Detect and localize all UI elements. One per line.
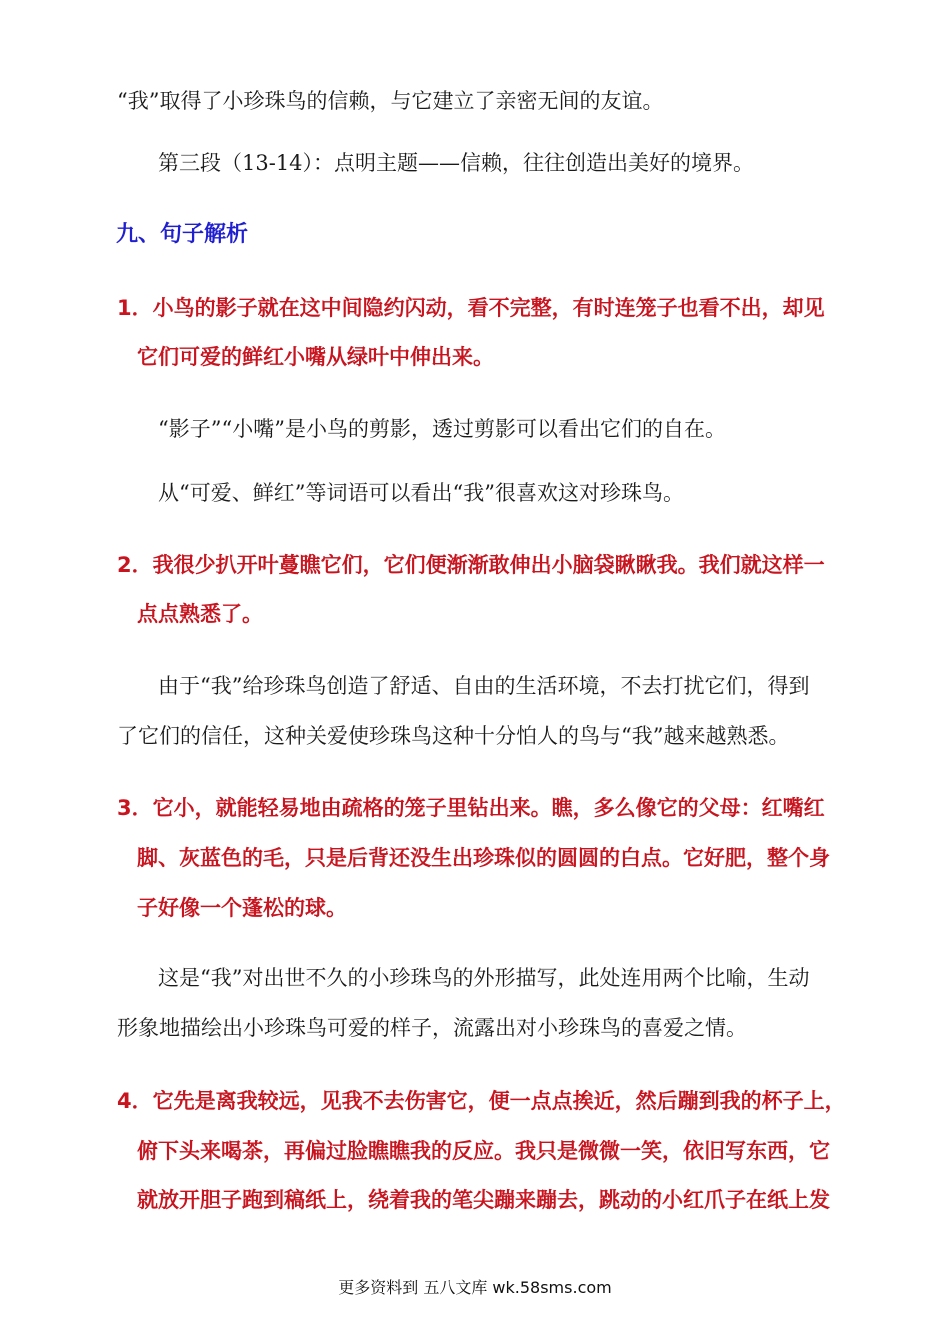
section-heading: 九、句子解析 bbox=[116, 222, 249, 247]
intro-line-2: 第三段（13-14）：点明主题——信赖，往往创造出美好的境界。 bbox=[158, 151, 755, 175]
intro-line-1: “我”取得了小珍珠鸟的信赖，与它建立了亲密无间的友谊。 bbox=[117, 89, 664, 113]
sentence-2-line-2: 点点熟悉了。 bbox=[137, 602, 263, 626]
sentence-1-line-2: 它们可爱的鲜红小嘴从绿叶中伸出来。 bbox=[137, 345, 494, 369]
sentence-4-line-1: 4．它先是离我较远，见我不去伤害它，便一点点挨近，然后蹦到我的杯子上， bbox=[117, 1089, 846, 1113]
analysis-1-line-2: 从“可爱、鲜红”等词语可以看出“我”很喜欢这对珍珠鸟。 bbox=[158, 481, 684, 505]
analysis-3-line-1: 这是“我”对出世不久的小珍珠鸟的外形描写，此处连用两个比喻，生动 bbox=[158, 966, 810, 990]
analysis-3-line-2: 形象地描绘出小珍珠鸟可爱的样子，流露出对小珍珠鸟的喜爱之情。 bbox=[117, 1016, 747, 1040]
sentence-3-line-1: 3．它小，就能轻易地由疏格的笼子里钻出来。瞧，多么像它的父母：红嘴红 bbox=[117, 796, 825, 820]
footer-promo: 更多资料到 五八文库 wk.58sms.com bbox=[338, 1278, 612, 1297]
sentence-1-line-1: 1．小鸟的影子就在这中间隐约闪动，看不完整，有时连笼子也看不出，却见 bbox=[117, 296, 825, 320]
sentence-3-line-3: 子好像一个蓬松的球。 bbox=[137, 896, 347, 920]
sentence-4-line-2: 俯下头来喝茶，再偏过脸瞧瞧我的反应。我只是微微一笑，依旧写东西，它 bbox=[137, 1139, 830, 1163]
analysis-2-line-2: 了它们的信任，这种关爱使珍珠鸟这种十分怕人的鸟与“我”越来越熟悉。 bbox=[117, 724, 790, 748]
sentence-2-line-1: 2．我很少扒开叶蔓瞧它们，它们便渐渐敢伸出小脑袋瞅瞅我。我们就这样一 bbox=[117, 553, 825, 577]
sentence-3-line-2: 脚、灰蓝色的毛，只是后背还没生出珍珠似的圆圆的白点。它好肥，整个身 bbox=[137, 846, 830, 870]
sentence-4-line-3: 就放开胆子跑到稿纸上，绕着我的笔尖蹦来蹦去，跳动的小红爪子在纸上发 bbox=[137, 1188, 830, 1212]
analysis-1-line-1: “影子”“小嘴”是小鸟的剪影，透过剪影可以看出它们的自在。 bbox=[158, 417, 726, 441]
analysis-2-line-1: 由于“我”给珍珠鸟创造了舒适、自由的生活环境，不去打扰它们，得到 bbox=[158, 674, 810, 698]
